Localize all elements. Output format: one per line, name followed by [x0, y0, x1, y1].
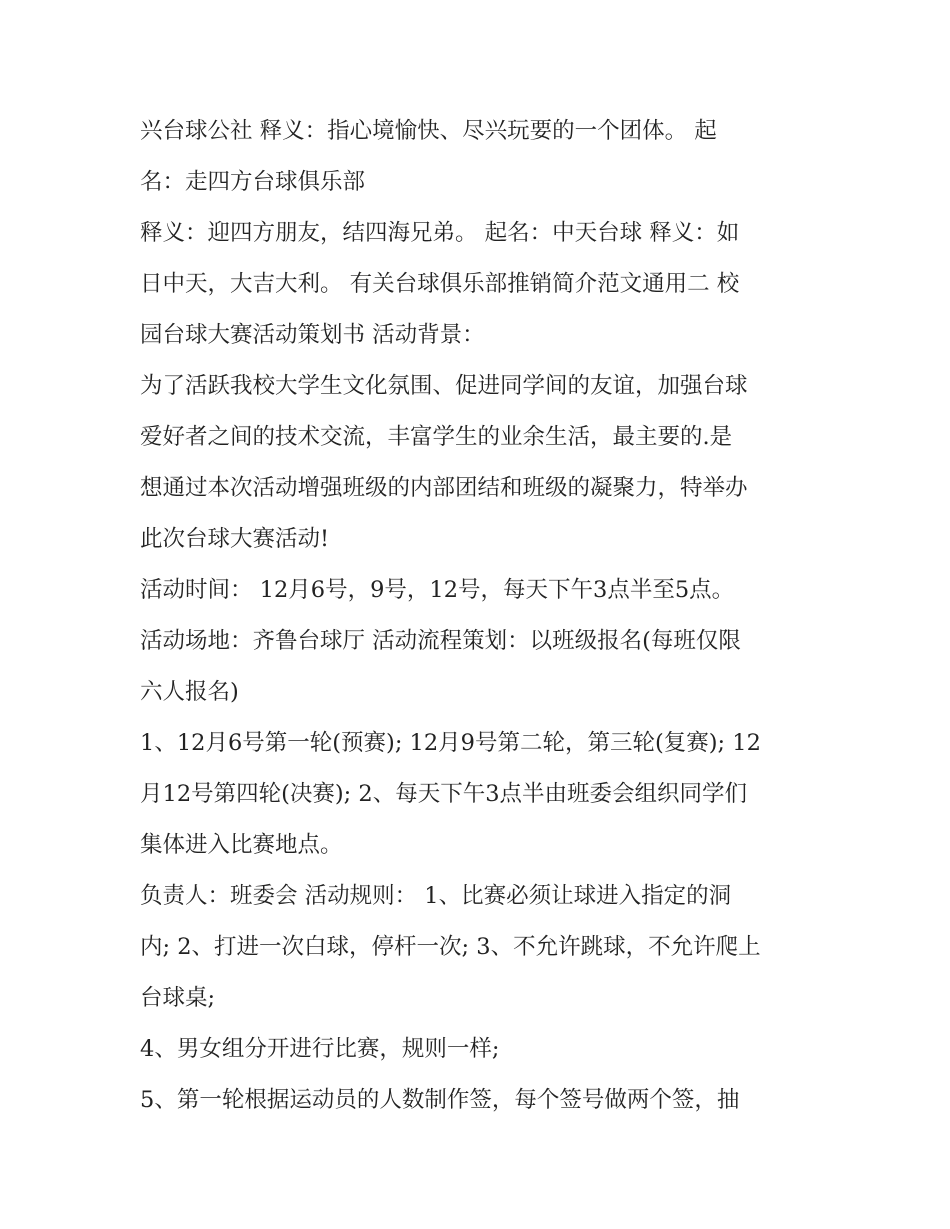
- text-line: 内; 2、打进一次白球，停杆一次; 3、不允许跳球，不允许爬上: [140, 934, 761, 960]
- text-line: 台球桌;: [140, 985, 216, 1011]
- text-line: 六人报名): [140, 679, 239, 705]
- text-line: 集体进入比赛地点。: [140, 832, 343, 858]
- document-body: [140, 112, 812, 1132]
- text-line: 想通过本次活动增强班级的内部团结和班级的凝聚力，特举办: [140, 475, 748, 501]
- text-line: 名：走四方台球俱乐部: [140, 169, 366, 195]
- text-line: 爱好者之间的技术交流，丰富学生的业余生活，最主要的.是: [140, 424, 733, 450]
- text-line: 4、男女组分开进行比赛，规则一样;: [140, 1036, 500, 1062]
- text-line: 为了活跃我校大学生文化氛围、促进同学间的友谊，加强台球: [140, 373, 748, 399]
- text-line: 活动时间： 12月6号，9号，12号，每天下午3点半至5点。: [140, 577, 735, 603]
- text-line: 释义：迎四方朋友，结四海兄弟。 起名：中天台球 释义：如: [140, 220, 740, 246]
- text-line: 兴台球公社 释义：指心境愉快、尽兴玩要的一个团体。 起: [140, 118, 717, 144]
- text-line: 负责人：班委会 活动规则： 1、比赛必须让球进入指定的洞: [140, 883, 732, 909]
- text-line: 1、12月6号第一轮(预赛); 12月9号第二轮，第三轮(复赛); 12: [140, 730, 761, 756]
- text-line: 此次台球大赛活动!: [140, 526, 330, 552]
- text-line: 活动场地：齐鲁台球厅 活动流程策划：以班级报名(每班仅限: [140, 628, 741, 654]
- text-line: 园台球大赛活动策划书 活动背景：: [140, 322, 485, 348]
- text-line: 日中天，大吉大利。 有关台球俱乐部推销简介范文通用二 校: [140, 271, 740, 297]
- text-line: 5、第一轮根据运动员的人数制作签，每个签号做两个签，抽: [140, 1087, 740, 1113]
- text-line: 月12号第四轮(决赛); 2、每天下午3点半由班委会组织同学们: [140, 781, 748, 807]
